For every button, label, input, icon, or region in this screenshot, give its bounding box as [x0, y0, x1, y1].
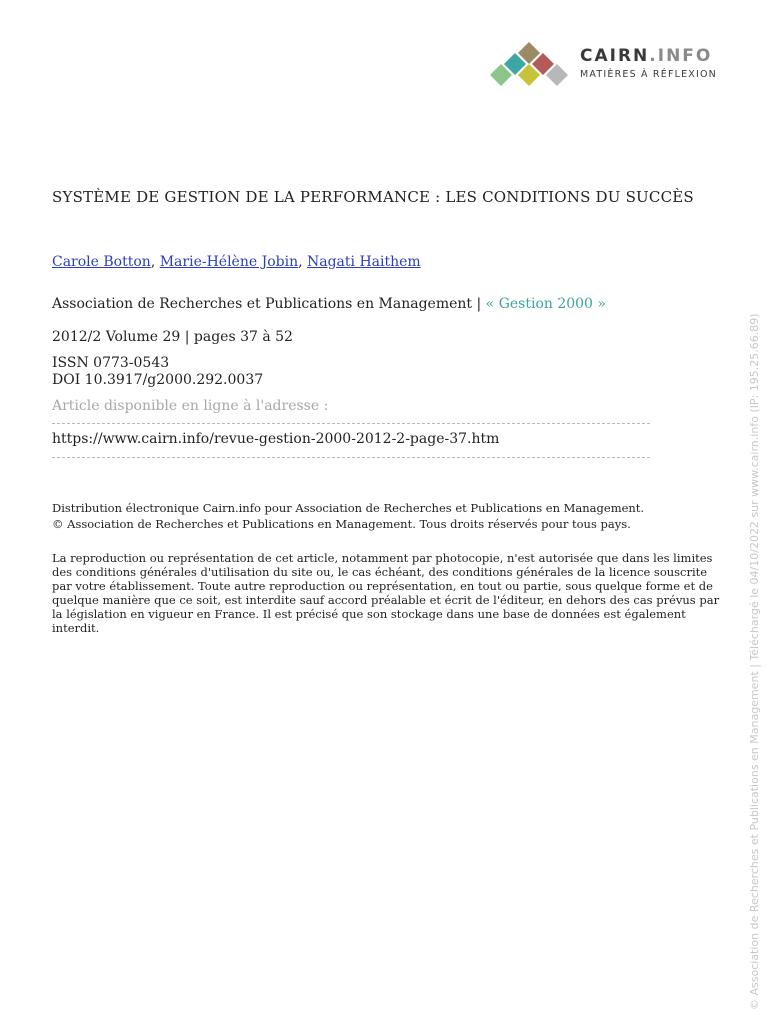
availability-label: Article disponible en ligne à l'adresse :: [52, 398, 329, 414]
publisher-separator: |: [472, 296, 486, 312]
distribution-notice: [52, 501, 722, 531]
brand-suffix: .INFO: [649, 46, 713, 66]
journal-link[interactable]: « Gestion 2000 »: [485, 296, 606, 312]
reproduction-text: La reproduction ou représentation de cet article, notamment par photocopie, n'est autorisée que dans les limites des conditions générales d'utilisation du site ou, le cas échéant, des conditions générales de la licence souscrite par votre établissement. Toute autre reproduction ou représentation, en tout ou partie, sous quelque forme et de quelque manière que ce soit, est interdite sauf accord préalable et écrit de l'éditeur, en dehors des cas prévus par la législation en vigueur en France. Il est précisé que son stockage dans une base de données est également interdit.: [52, 551, 720, 635]
divider: [52, 457, 650, 458]
article-url[interactable]: https://www.cairn.info/revue-gestion-2000-2012-2-page-37.htm: [52, 431, 500, 447]
brand-tagline: MATIÈRES À RÉFLEXION: [580, 69, 717, 80]
publisher-name: Association de Recherches et Publications en Management: [52, 296, 473, 312]
issn: ISSN 0773-0543: [52, 355, 170, 371]
doi: DOI 10.3917/g2000.292.0037: [52, 372, 264, 388]
cairn-logo[interactable]: [488, 42, 728, 90]
brand-name: [580, 46, 712, 66]
issue-info: 2012/2 Volume 29 | pages 37 à 52: [52, 329, 293, 345]
distribution-text: Distribution électronique Cairn.info pour Association de Recherches et Publications en Management.: [52, 501, 645, 515]
author-link[interactable]: Nagati Haithem: [307, 254, 421, 270]
divider: [52, 423, 650, 424]
reproduction-notice: [52, 551, 722, 635]
author-list: Carole Botton, Marie-Hélène Jobin, Nagati Haithem: [52, 254, 421, 270]
article-title: SYSTÈME DE GESTION DE LA PERFORMANCE : LES CONDITIONS DU SUCCÈS: [52, 188, 694, 206]
author-link[interactable]: Carole Botton: [52, 254, 151, 270]
brand-main: CAIRN: [580, 46, 650, 66]
diamond-mosaic-icon: [488, 42, 572, 90]
watermark-text: © Association de Recherches et Publications en Management | Téléchargé le 04/10/2022 sur www.cairn.info (IP: 195.25.66.89): [748, 313, 761, 1010]
author-link[interactable]: Marie-Hélène Jobin: [159, 254, 299, 270]
copyright-text: © Association de Recherches et Publications en Management. Tous droits réservés pour tous pays.: [52, 517, 631, 531]
publisher-line: [52, 296, 606, 312]
